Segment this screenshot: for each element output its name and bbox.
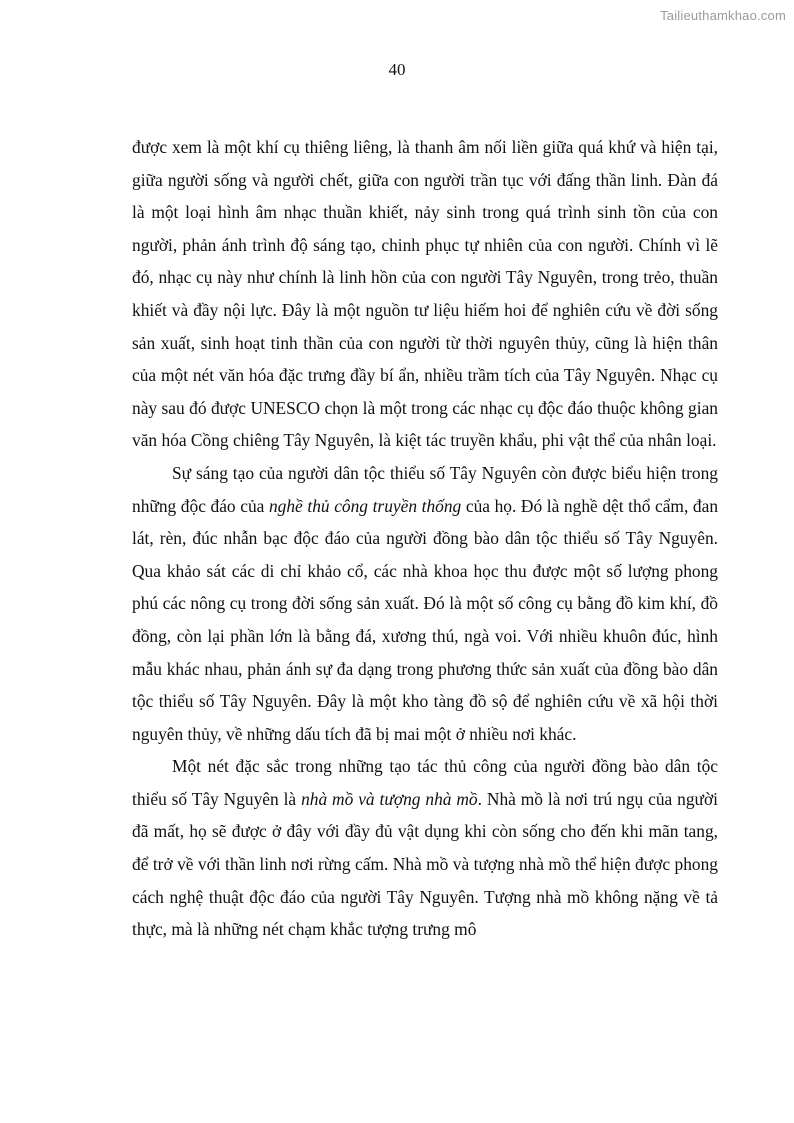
paragraph-tomb-houses — [132, 750, 718, 946]
paragraph-text: Một nét đặc sắc trong những tạo tác thủ công của người đồng bào dân tộc thiểu số Tây Nguyên là — [132, 756, 718, 809]
emphasis-traditional-crafts: nghề thủ công truyền thống — [268, 495, 462, 516]
document-body — [132, 131, 718, 946]
paragraph-handicrafts — [132, 457, 718, 750]
paragraph-text: Sự sáng tạo của người dân tộc thiểu số Tây Nguyên còn được biểu hiện trong những độc đáo của — [132, 462, 718, 516]
paragraph-continuation — [132, 131, 718, 457]
page-number: 40 — [388, 60, 406, 79]
paragraph-text: . Nhà mồ là nơi trú ngụ của người đã mất, họ sẽ được ở đây với đầy đủ vật dụng khi còn sống cho đến khi mãn tang, để trở về với thần linh nơi rừng cấm. Nhà mồ và tượng nhà mồ thể hiện được phong cách nghệ thuật độc đáo của người Tây Nguyên. Tượng nhà mồ không nặng về tả thực, mà là những nét chạm khắc tượng trưng mô — [132, 788, 719, 940]
emphasis-tomb-houses: nhà mồ và tượng nhà mồ — [301, 788, 478, 809]
paragraph-text: được xem là một khí cụ thiêng liêng, là thanh âm nối liền giữa quá khứ và hiện tại, giữa người sống và người chết, giữa con người trần tục với đấng thần linh. Đàn đá là một loại hình âm nhạc thuần khiết, nảy sinh trong quá trình sinh tồn của con người, phản ánh trình độ sáng tạo, chinh phục tự nhiên của con người. Chính vì lẽ đó, nhạc cụ này như chính là linh hồn của con người Tây Nguyên, trong trẻo, thuần khiết và đầy nội lực. Đây là một nguồn tư liệu hiếm hoi để nghiên cứu về đời sống sản xuất, sinh hoạt tinh thần của con người từ thời nguyên thủy, cũng là hiện thân của một nét văn hóa đặc trưng đầy bí ẩn, nhiều trầm tích của Tây Nguyên. Nhạc cụ này sau đó được UNESCO chọn là một trong các nhạc cụ độc đáo thuộc không gian văn hóa Cồng chiêng Tây Nguyên, là kiệt tác truyền khẩu, phi vật thể của nhân loại. — [132, 137, 718, 451]
paragraph-text: của họ. Đó là nghề dệt thổ cẩm, đan lát, rèn, đúc nhẫn bạc độc đáo của người đồng bào dân tộc thiểu số Tây Nguyên. Qua khảo sát các di chỉ khảo cổ, các nhà khoa học thu được một số lượng phong phú các nông cụ trong đời sống sản xuất. Đó là một số công cụ bằng đồ kim khí, đồ đồng, còn lại phần lớn là bằng đá, xương thú, ngà voi. Với nhiều khuôn đúc, hình mẫu khác nhau, phản ánh sự đa dạng trong phương thức sản xuất của đồng bào dân tộc thiểu số Tây Nguyên. Đây là một kho tàng đồ sộ để nghiên cứu về xã hội thời nguyên thủy, về những dấu tích đã bị mai một ở nhiều nơi khác. — [132, 495, 719, 744]
watermark-text: Tailieuthamkhao.com — [660, 8, 786, 23]
